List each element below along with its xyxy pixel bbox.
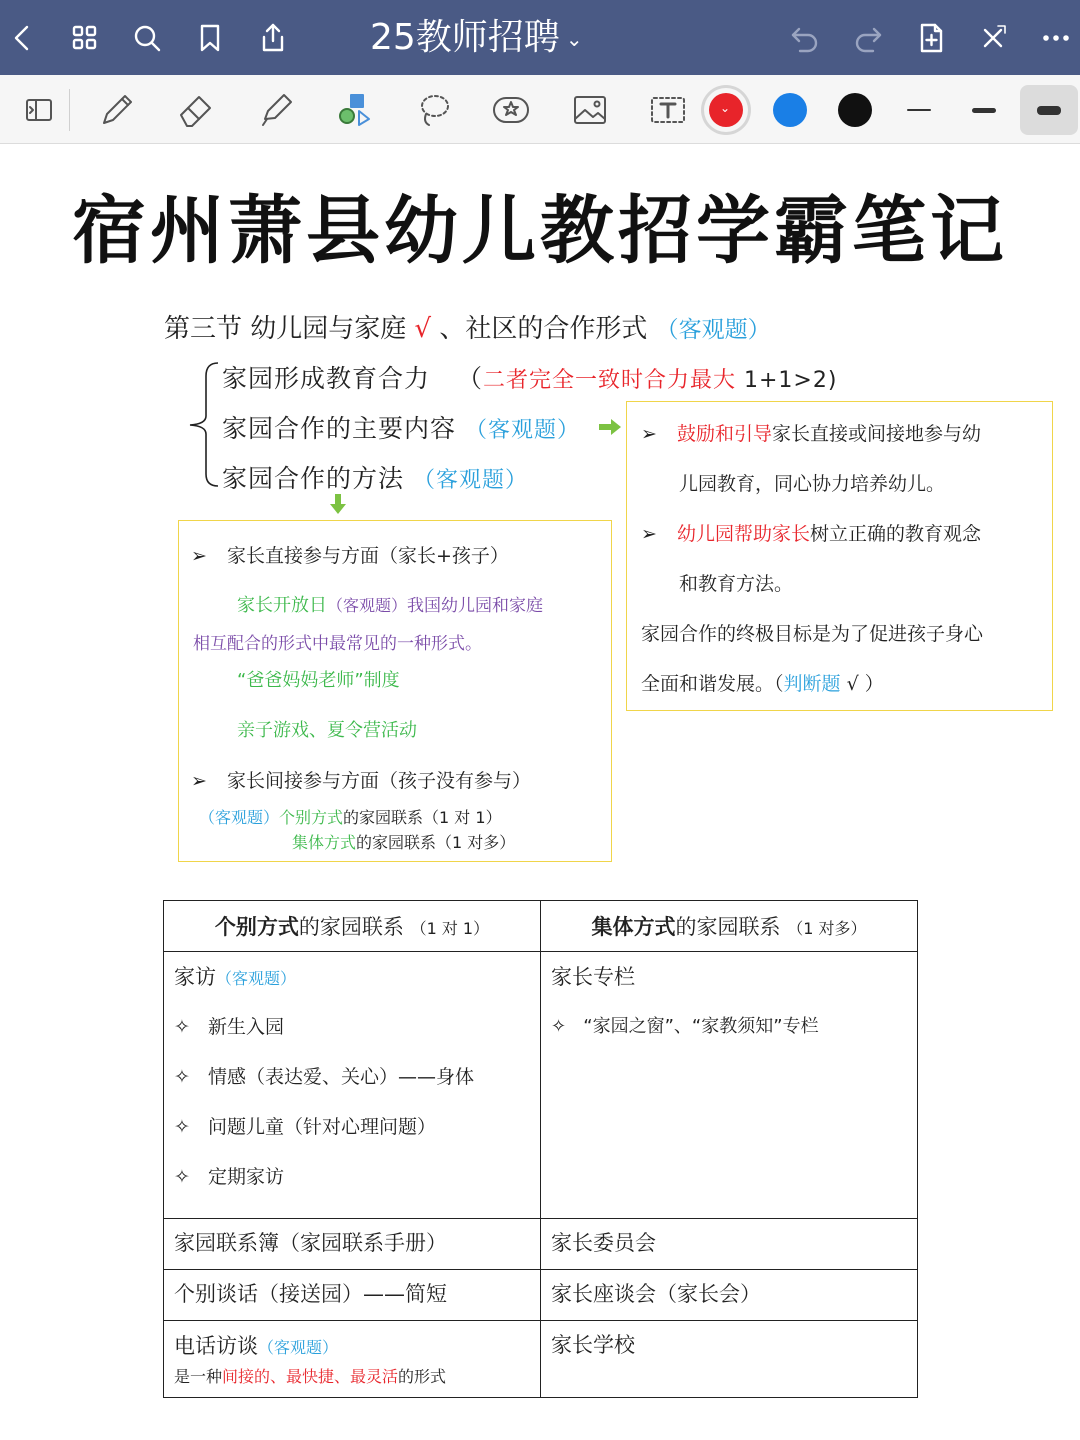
method-name: 集体方式 [292,833,357,852]
method-desc: 的家园联系（1 对 1） [343,808,502,827]
contact-methods-table [163,900,918,1398]
list-item-text: 问题儿童（针对心理问题） [208,1116,437,1138]
objective-tag: （客观题） [216,969,297,988]
arrow-down-icon [328,492,348,516]
goal-text: 全面和谐发展。（ [641,673,784,695]
top-app-bar [0,0,1080,75]
method-desc: 我国幼儿园和家庭 [407,596,544,616]
content-item-2 [641,519,981,546]
stroke-medium-option[interactable] [955,85,1013,135]
sparkle-icon: ✧ [174,1166,190,1188]
method-name: 个别方式 [279,808,344,827]
image-icon[interactable] [565,85,615,135]
item-text: 家长直接参与方面（家长+孩子） [226,545,509,567]
item-text: 树立正确的教育观念 [809,523,981,545]
sparkle-icon: ✧ [551,1016,567,1037]
branch-text: 家园合作的主要内容 [222,414,457,443]
sparkle-icon: ✧ [174,1016,190,1038]
open-day-line [237,591,543,617]
brace-connector [184,360,224,490]
text-icon[interactable] [643,85,693,135]
bookmark-icon[interactable] [190,18,230,58]
branch-main-content [222,409,580,445]
header-bold: 集体方式 [591,915,676,939]
table-cell: 家长学校 [541,1321,918,1398]
table-header-collective [541,901,918,952]
highlight-text: 幼儿园帮助家长 [676,523,810,545]
stroke-thin-option[interactable] [890,85,948,135]
open-day-desc: 相互配合的形式中最常见的一种形式。 [193,634,482,654]
direct-participation-title [191,541,509,568]
page-title: 宿州萧县幼儿教招学霸笔记 [72,188,1008,274]
desc-text: 的形式 [398,1367,447,1386]
list-item-text: 新生入园 [208,1016,285,1038]
paren-open: （ [456,364,483,393]
table-header-individual [164,901,541,952]
list-item [174,1160,530,1210]
formula-text: 1+1>2) [736,368,838,393]
method-desc: 的家园联系（1 对多） [356,833,516,852]
undo-icon[interactable] [785,18,825,58]
table-cell: 家长座谈会（家长会） [541,1270,918,1321]
chevron-down-icon: ⌄ [565,27,583,51]
highlight-text: 间接的、最快捷、最灵活 [222,1367,399,1386]
desc-text: 是一种 [174,1367,223,1386]
close-icon[interactable] [973,18,1013,58]
add-page-icon[interactable] [911,18,951,58]
header-bold: 个别方式 [214,915,299,939]
table-row [164,1270,918,1321]
table-header-row [164,901,918,952]
header-text: 的家园联系 [675,915,781,939]
back-icon[interactable] [2,18,42,58]
goal-line-1: 家园合作的终极目标是为了促进孩子身心 [641,623,984,645]
list-item [551,1010,907,1060]
parent-column-title: 家长专栏 [551,965,635,989]
parent-teacher-system: “爸爸妈妈老师”制度 [237,670,400,691]
content-item-1 [641,419,981,446]
branch-cooperation-force [222,359,837,395]
sparkle-icon: ✧ [174,1116,190,1138]
chevron-down-icon: ⌄ [720,101,731,115]
objective-tag: （客观题） [199,808,280,827]
list-item-text: 情感（表达爱、关心）——身体 [208,1066,475,1088]
main-content-box [626,401,1053,711]
objective-tag: （客观题） [655,317,771,343]
objective-tag: （客观题） [258,1338,339,1357]
header-ratio: （1 对 1） [410,919,490,938]
content-item-2-line2: 和教育方法。 [679,573,794,595]
item-text: 家长间接参与方面（孩子没有参与） [226,770,531,792]
phone-interview-desc [174,1365,530,1389]
phone-interview-cell [164,1321,541,1398]
home-visit-cell [164,952,541,1219]
redo-icon[interactable] [848,18,888,58]
method-name: 家长开放日 [237,595,327,616]
bullet-arrow-icon: ➢ [191,770,207,792]
table-cell: 家长委员会 [541,1219,918,1270]
arrow-right-icon [597,417,623,437]
individual-contact-line [199,805,502,828]
phone-interview-title [174,1329,530,1365]
parent-column-cell [541,952,918,1219]
branch-text: 家园合作的方法 [222,464,405,493]
section-heading [164,308,771,345]
color-black-swatch[interactable] [838,93,872,127]
share-icon[interactable] [253,18,293,58]
table-row [164,1321,918,1398]
sticker-icon[interactable] [486,85,536,135]
lasso-icon[interactable] [409,85,459,135]
document-title[interactable] [370,14,583,62]
header-ratio: （1 对多） [787,919,867,938]
item-text: 家长直接或间接地参与幼 [771,423,981,445]
table-row [164,952,918,1219]
highlight-text: 鼓励和引导 [676,423,772,445]
color-red-swatch[interactable] [709,93,743,127]
bullet-arrow-icon: ➢ [641,523,657,545]
section-suffix: 、社区的合作形式 [439,314,648,344]
list-item [174,1110,530,1160]
objective-tag: （客观题） [412,468,528,493]
highlighter-icon[interactable] [251,85,301,135]
sparkle-icon: ✧ [174,1066,190,1088]
content-item-1-line2: 儿园教育，同心协力培养幼儿。 [679,473,946,495]
objective-tag: （客观题） [464,418,580,443]
cell-title: 家访 [174,965,216,989]
section-label: 第三节 幼儿园与家庭 [164,314,407,344]
drawing-toolbar [0,75,1080,144]
toolbar-divider [69,89,70,131]
header-text: 的家园联系 [298,915,404,939]
goal-text-end: √ ） [840,673,884,695]
document-title-text: 25教师招聘 [370,17,560,58]
stroke-thick-option[interactable] [1020,85,1078,135]
methods-box [178,520,612,862]
more-icon[interactable] [1036,18,1076,58]
parent-child-games: 亲子游戏、夏令营活动 [237,720,417,741]
search-icon[interactable] [127,18,167,58]
list-item-text: “家园之窗”、“家教须知”专栏 [583,1016,819,1037]
branch-methods [222,459,528,495]
table-cell: 个别谈话（接送园）——简短 [164,1270,541,1321]
objective-tag: （客观题） [327,596,408,615]
table-row [164,1219,918,1270]
list-item-text: 定期家访 [208,1166,285,1188]
highlight-text: 二者完全一致时合力最大 [482,368,736,393]
bullet-arrow-icon: ➢ [641,423,657,445]
cell-title: 电话访谈 [174,1334,258,1358]
color-blue-swatch[interactable] [773,93,807,127]
home-visit-title [174,960,530,1010]
layout-icon[interactable] [14,85,64,135]
bullet-arrow-icon: ➢ [191,545,207,567]
grid-icon[interactable] [65,18,105,58]
list-item [174,1010,530,1060]
collective-contact-line [292,830,515,853]
indirect-participation-title [191,766,531,793]
list-item [174,1060,530,1110]
table-cell: 家园联系簿（家园联系手册） [164,1219,541,1270]
pen-icon[interactable] [92,85,142,135]
judgement-tag: 判断题 [783,673,841,695]
shapes-icon[interactable] [330,85,380,135]
eraser-icon[interactable] [171,85,221,135]
branch-text: 家园形成教育合力 [222,364,431,393]
goal-line-2 [641,669,884,696]
check-mark: √ [414,314,432,344]
